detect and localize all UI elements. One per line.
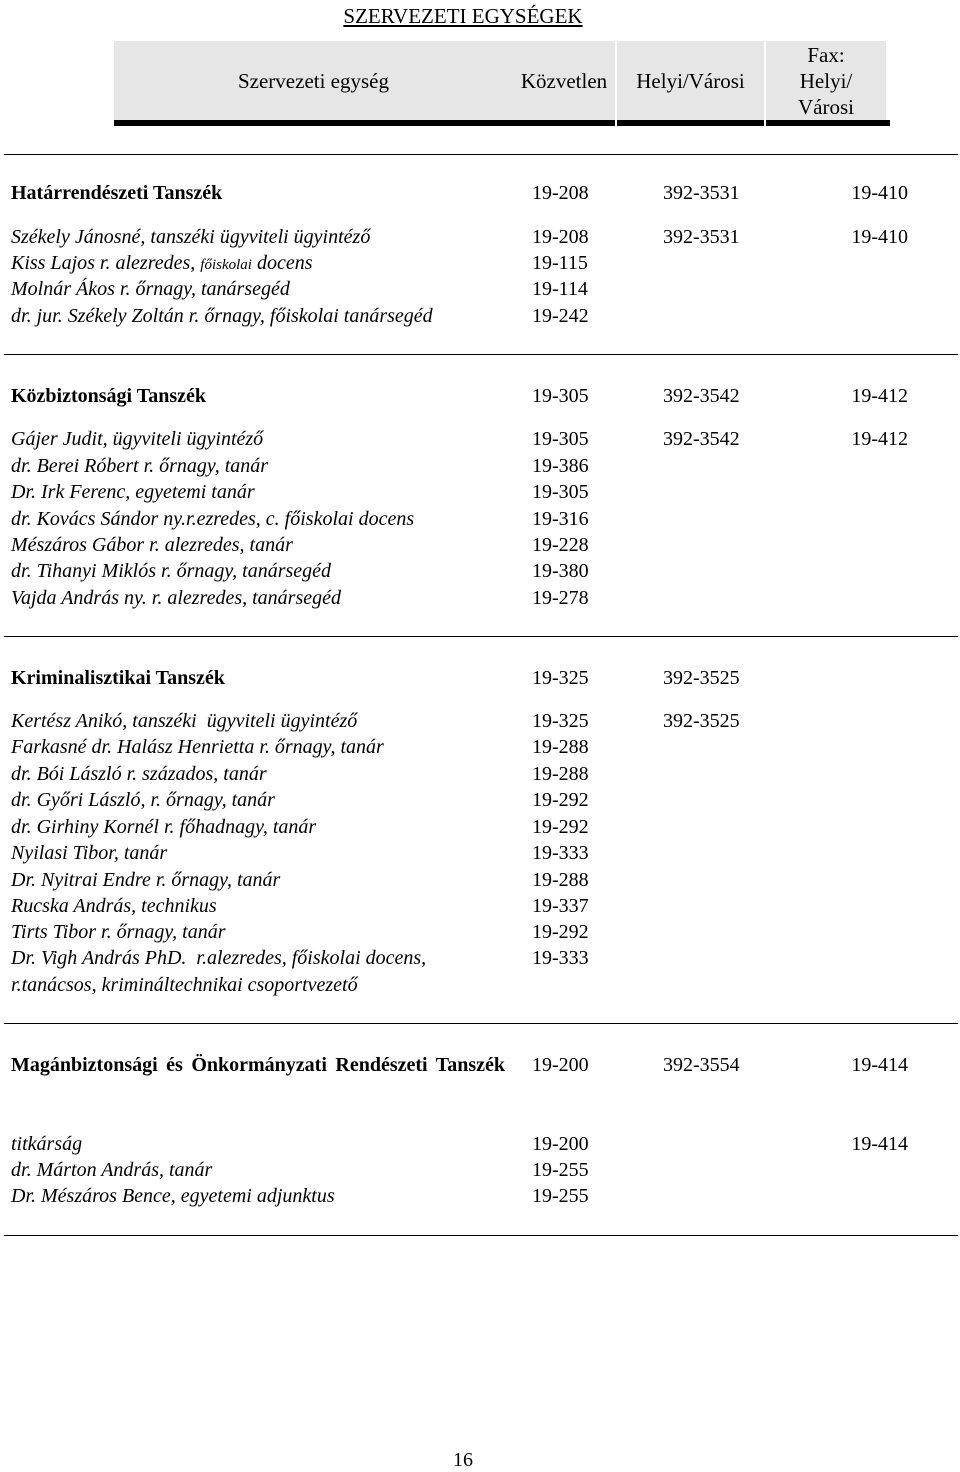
header-underline bbox=[114, 120, 513, 126]
header-direct: Közvetlen bbox=[513, 41, 615, 120]
person-row bbox=[0, 867, 960, 893]
local-number: 392-3542 bbox=[663, 428, 740, 450]
local-number: 392-3525 bbox=[663, 667, 740, 689]
direct-number: 19-337 bbox=[532, 895, 589, 917]
person-name: Székely Jánosné, tanszéki ügyviteli ügyintéző bbox=[11, 226, 371, 248]
person-row bbox=[0, 506, 960, 532]
person-name: Nyilasi Tibor, tanár bbox=[11, 842, 168, 864]
person-row bbox=[0, 585, 960, 611]
header-fax-line3: Városi bbox=[798, 94, 854, 119]
direct-number: 19-288 bbox=[532, 763, 589, 785]
person-row bbox=[0, 303, 960, 329]
person-name: titkárság bbox=[11, 1133, 83, 1155]
department-row bbox=[0, 665, 960, 691]
direct-number: 19-305 bbox=[532, 385, 589, 407]
header-underline bbox=[617, 120, 764, 126]
person-name: Farkasné dr. Halász Henrietta r. őrnagy, tanár bbox=[11, 736, 384, 758]
direct-number: 19-255 bbox=[532, 1185, 589, 1207]
header-underline bbox=[513, 120, 615, 126]
person-name bbox=[11, 250, 313, 278]
direct-number: 19-200 bbox=[532, 1133, 589, 1155]
header-fax-line2: Helyi/ bbox=[799, 68, 853, 93]
department-row bbox=[0, 180, 960, 206]
person-name: Dr. Mészáros Bence, egyetemi adjunktus bbox=[11, 1185, 335, 1207]
direct-number: 19-305 bbox=[532, 481, 589, 503]
person-name: Vajda András ny. r. alezredes, tanársegéd bbox=[11, 587, 341, 609]
direct-number: 19-333 bbox=[532, 842, 589, 864]
direct-number: 19-200 bbox=[532, 1054, 589, 1076]
person-name: Dr. Nyitrai Endre r. őrnagy, tanár bbox=[11, 869, 281, 891]
direct-number: 19-292 bbox=[532, 789, 589, 811]
local-number: 392-3531 bbox=[663, 226, 740, 248]
local-number: 392-3525 bbox=[663, 710, 740, 732]
person-name: dr. Győri László, r. őrnagy, tanár bbox=[11, 789, 275, 811]
person-name: dr. Kovács Sándor ny.r.ezredes, c. főiskolai docens bbox=[11, 508, 415, 530]
direct-number: 19-114 bbox=[532, 278, 588, 300]
department-name: Határrendészeti Tanszék bbox=[11, 182, 223, 204]
header-fax bbox=[766, 41, 886, 120]
person-row bbox=[0, 224, 960, 250]
person-row bbox=[0, 1183, 960, 1209]
person-name: Dr. Irk Ferenc, egyetemi tanár bbox=[11, 481, 255, 503]
person-row bbox=[0, 558, 960, 584]
header-underline bbox=[766, 120, 890, 126]
header-unit: Szervezeti egység bbox=[114, 41, 513, 120]
page-number: 16 bbox=[453, 1449, 473, 1471]
person-name: r.tanácsos, krimináltechnikai csoportvezető bbox=[11, 974, 358, 996]
direct-number: 19-380 bbox=[532, 560, 589, 582]
direct-number: 19-288 bbox=[532, 869, 589, 891]
local-number: 392-3531 bbox=[663, 182, 740, 204]
direct-number: 19-208 bbox=[532, 182, 589, 204]
person-name: Molnár Ákos r. őrnagy, tanársegéd bbox=[11, 278, 290, 300]
person-row bbox=[0, 945, 960, 971]
person-name: Kertész Anikó, tanszéki ügyviteli ügyintéző bbox=[11, 710, 358, 732]
direct-number: 19-208 bbox=[532, 226, 589, 248]
person-name: Tirts Tibor r. őrnagy, tanár bbox=[11, 921, 226, 943]
person-row bbox=[0, 893, 960, 919]
direct-number: 19-255 bbox=[532, 1159, 589, 1181]
direct-number: 19-242 bbox=[532, 305, 589, 327]
header-fax-line1: Fax: bbox=[807, 42, 845, 67]
header-local: Helyi/Városi bbox=[617, 41, 764, 120]
direct-number: 19-278 bbox=[532, 587, 589, 609]
fax-number: 19-414 bbox=[851, 1133, 908, 1155]
direct-number: 19-292 bbox=[532, 921, 589, 943]
direct-number: 19-115 bbox=[532, 252, 588, 274]
person-name: Gájer Judit, ügyviteli ügyintéző bbox=[11, 428, 264, 450]
person-row bbox=[0, 250, 960, 276]
page-title: SZERVEZETI EGYSÉGEK bbox=[343, 4, 583, 28]
person-row bbox=[0, 276, 960, 302]
local-number: 392-3542 bbox=[663, 385, 740, 407]
person-row bbox=[0, 426, 960, 452]
person-row bbox=[0, 479, 960, 505]
person-name: Rucska András, technikus bbox=[11, 895, 217, 917]
direct-number: 19-325 bbox=[532, 710, 589, 732]
person-row bbox=[0, 919, 960, 945]
direct-number: 19-333 bbox=[532, 947, 589, 969]
direct-number: 19-292 bbox=[532, 816, 589, 838]
section-divider bbox=[4, 636, 958, 637]
local-number: 392-3554 bbox=[663, 1054, 740, 1076]
fax-number: 19-410 bbox=[851, 226, 908, 248]
name-part: Kiss Lajos r. alezredes, bbox=[11, 252, 201, 274]
person-name: dr. Tihanyi Miklós r. őrnagy, tanársegéd bbox=[11, 560, 332, 582]
fax-number: 19-410 bbox=[851, 182, 908, 204]
section-divider bbox=[4, 1235, 958, 1236]
person-row bbox=[0, 761, 960, 787]
person-row bbox=[0, 708, 960, 734]
section-divider bbox=[4, 354, 958, 355]
direct-number: 19-386 bbox=[532, 455, 589, 477]
fax-number: 19-412 bbox=[851, 385, 908, 407]
person-row bbox=[0, 814, 960, 840]
person-row bbox=[0, 532, 960, 558]
direct-number: 19-305 bbox=[532, 428, 589, 450]
person-name: dr. jur. Székely Zoltán r. őrnagy, főiskolai tanársegéd bbox=[11, 305, 433, 327]
name-part: docens bbox=[251, 252, 313, 274]
section-divider bbox=[4, 1023, 958, 1024]
person-row bbox=[0, 840, 960, 866]
direct-number: 19-288 bbox=[532, 736, 589, 758]
fax-number: 19-412 bbox=[851, 428, 908, 450]
direct-number: 19-325 bbox=[532, 667, 589, 689]
person-row bbox=[0, 787, 960, 813]
name-part: főiskolai bbox=[200, 257, 252, 273]
department-name: Magánbiztonsági és Önkormányzati Rendészeti Tanszék bbox=[11, 1054, 505, 1076]
person-row bbox=[0, 1157, 960, 1183]
person-row-continuation bbox=[0, 972, 960, 998]
person-name: dr. Márton András, tanár bbox=[11, 1159, 213, 1181]
person-row bbox=[0, 453, 960, 479]
person-name: dr. Girhiny Kornél r. főhadnagy, tanár bbox=[11, 816, 317, 838]
section-divider bbox=[4, 154, 958, 155]
person-row bbox=[0, 1131, 960, 1157]
department-row bbox=[0, 1052, 960, 1078]
department-name: Közbiztonsági Tanszék bbox=[11, 385, 207, 407]
fax-number: 19-414 bbox=[851, 1054, 908, 1076]
person-row bbox=[0, 734, 960, 760]
person-name: dr. Bói László r. százados, tanár bbox=[11, 763, 267, 785]
direct-number: 19-316 bbox=[532, 508, 589, 530]
person-name: dr. Berei Róbert r. őrnagy, tanár bbox=[11, 455, 269, 477]
department-name: Kriminalisztikai Tanszék bbox=[11, 667, 225, 689]
person-name: Dr. Vigh András PhD. r.alezredes, főiskolai docens, bbox=[11, 947, 427, 969]
department-row bbox=[0, 383, 960, 409]
direct-number: 19-228 bbox=[532, 534, 589, 556]
person-name: Mészáros Gábor r. alezredes, tanár bbox=[11, 534, 293, 556]
